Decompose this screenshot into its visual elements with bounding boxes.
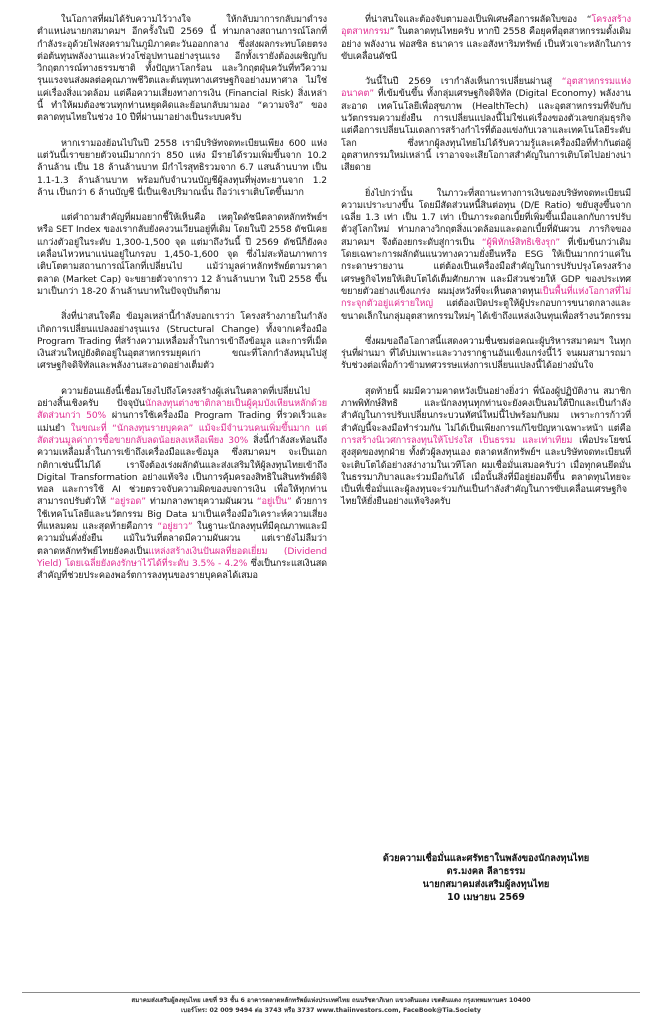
body-text: ซึ่งเป็นกระแสเงินสดสำคัญที่ช่วยประคองพอร์ตการลงทุนของรายบุคคลได้เสมอ xyxy=(37,558,327,582)
body-text: วันนี้ในปี 2569 เรากำลังเห็นการเปลี่ยนผ่านสู่ xyxy=(365,77,562,88)
signer-name: ดร.มงคล ลีลาธรรม xyxy=(446,866,526,877)
body-text: ที่เข้มข้นขึ้น ทั้งกลุ่มเศรษฐกิจดิจิทัล (Digital Economy) พลังงานสะอาด เทคโนโลยีเพื่อสุขภาพ (HealthTech) และอุตสาหกรรมที่จับกับนวัตกรรมความยั่งยืน การเปลี่ยนแปลงนี้ไม่ใช่แค่เรื่องของตัวเลขกลุ่มธุรกิจ แต่คือการเปลี่ยนโมเดลการสร้างกำไรที่ต้องแข่งกับเวลาและเทคโนโลยีระดับโลก ซึ่งหากผู้ลงทุนไทยไม่ได้รับความรู้และเครื่องมือที่ทำกันต่อผู้อุตสาหกรรมใหม่เหล่านี้ เราอาจจะเสียโอกาสสำคัญในการเติบโตไปอย่างน่าเสียดาย xyxy=(341,89,631,174)
body-text: ในโอกาสที่ผมได้รับความไว้วางใจ ให้กลับมาการกลับมาดำรงตำแหน่งนายกสมาคมฯ อีกครั้งในปี 2569 นี้ ท่ามกลางสถานการณ์โลกที่กำลังระอุด้วยไฟสงครามในภูมิภาคตะวันออกกลาง ซึ่งส่งผลกระทบโดยตรงต่อต้นทุนพลังงานและห่วงโซ่อุปทานอย่างรุนแรง อีกทั้งเรายังต้องเผชิญกับวิกฤตการณ์ทางธรรมชาติ ทั้งปัญหาโลกร้อน และวิกฤตฝุ่นควันที่ทวีความรุนแรงจนส่งผลต่อคุณภาพชีวิตและต้นทุนทางเศรษฐกิจอย่างมหาศาล ไม่ใช่แค่เรื่องสิ่งแวดล้อม แต่คือความเสี่ยงทางการเงิน (Financial Risk) สิ่งเหล่านี้ ทำให้ผมต้องชวนทุกท่านหยุดคิดและย้อนกลับมามอง “ความจริง” ของตลาดทุนไทยในช่วง 10 ปีที่ผ่านมาอย่างเป็นระบบครับ xyxy=(37,15,327,124)
highlighted-text: แหล่งสร้างเงินปันผลที่ยอดเยี่ยม (Dividend Yield) โดยเฉลี่ยยังคงรักษาไว้ได้ที่ระดับ 3.5% - 4.2% xyxy=(37,546,327,569)
footer-contact: เบอร์โทร: 02 009 9494 ต่อ 3743 หรือ 3737 www.thaiinvestors.com, FaceBook@Tia.Society xyxy=(181,1007,481,1014)
paragraph-p10 xyxy=(341,386,631,509)
paragraph-p6 xyxy=(341,14,631,63)
body-text: ที่น่าสนใจและต้องจับตามองเป็นพิเศษคือการผลัดใบของ “ xyxy=(365,15,592,25)
footer-address: สมาคมส่งเสริมผู้ลงทุนไทย เลขที่ 93 ชั้น 6 อาคารตลาดหลักทรัพย์แห่งประเทศไทย ถนนรัชดาภิเษก แขวงดินแดง เขตดินแดง กรุงเทพมหานคร 10400 xyxy=(131,997,531,1004)
paragraph-p4 xyxy=(37,311,327,372)
paragraph-p9 xyxy=(341,336,631,373)
closing-line: ด้วยความเชื่อมั่นและศรัทธาในพลังของนักลงทุนไทย xyxy=(382,853,590,864)
body-text: ด้วยการใช้เทคโนโลยีและนวัตกรรม Big Data มาเป็นเครื่องมือวิเคราะห์ความเสี่ยงที่แหลมคม และสุดท้ายคือการ xyxy=(37,497,327,532)
body-text: ผ่านการใช้เครื่องมือ Program Trading ที่รวดเร็วและแม่นยำ xyxy=(37,411,327,434)
paragraph-p1 xyxy=(37,14,327,125)
paragraph-p5 xyxy=(37,386,327,583)
body-text: สุดท้ายนี้ ผมมีความคาดหวังเป็นอย่างยิ่งว่า พี่น้องผู้ปฏิบัติงาน สมาชิกภาพพิทักษ์สิทธิ และนักลงทุนทุกท่านจะยังคงเป็นลมใต้ปีกและเป็นกำลังสำคัญในการปรับเปลี่ยนกระบวนทัศน์ใหม่นี้ไปพร้อมกับผม เพราะการก้าวที่สำคัญนี้จะลงมือทำร่วมกัน ไม่ได้เป็นเพียงการแก้ไขปัญหาเฉพาะหน้า แต่คือ xyxy=(341,386,631,434)
footer xyxy=(0,996,662,1016)
highlighted-text: “อยู่ยาว” xyxy=(157,521,193,532)
highlighted-text: การสร้างนิเวศการลงทุนให้โปร่งใส เป็นธรรม และเท่าเทียม xyxy=(341,435,573,446)
body-text: ” ในตลาดทุนไทยครับ หากปี 2558 คือยุคที่อุตสาหกรรมดั้งเดิมอย่าง พลังงาน ฟอสซิล ธนาคาร และอสังหาริมทรัพย์ เป็นหัวเจาะหลักในการขับเคลื่อนดัชนี xyxy=(341,27,631,62)
body-text: ในฐานะนักลงทุนที่มีคุณภาพและมีความมั่นคั่งยั่งยืน แม้ในวันที่ตลาดมีความผันผวน แต่เรายังไม่ลืมว่าตลาดหลักทรัพย์ไทยยังคงเป็น xyxy=(37,521,327,557)
footer-divider xyxy=(22,992,640,993)
highlighted-text: “อุตสาหกรรมแห่งอนาคต” xyxy=(341,77,631,100)
body-text: สิ่งที่น่าสนใจคือ ข้อมูลเหล่านี้กำลังบอกเราว่า โครงสร้างภายในกำลังเกิดการเปลี่ยนแปลงอย่างรุนแรง (Structural Change) ทั้งจากเครื่องมือ Program Trading ที่สร้างความเหลื่อมล้ำในการเข้าถึงข้อมูล และการที่เม็ดเงินส่วนใหญ่ยังติดอยู่ในอุตสาหกรรมยุคเก่า ขณะที่โลกกำลังหมุนไปสู่เศรษฐกิจดิจิทัลและพลังงานสะอาดอย่างเต็มตัว xyxy=(37,312,327,372)
highlighted-text: นักลงทุนต่างชาติกลายเป็นผู้คุมบังเหียนหลักด้วยสัดส่วนกว่า 50% xyxy=(37,399,327,422)
body-text: ซึ่งผมขอถือโอกาสนี้แสดงความชื่นชมต่อคณะผู้บริหารสมาคมฯ ในทุกรุ่นที่ผ่านมา ที่ได้บ่มเพาะและวางรากฐานอันแข็งแกร่งนี้ไว้ จนผมสามารถมารับช่วงต่อเพื่อก้าวข้ามทศวรรษแห่งการเปลี่ยนแปลงนี้ได้อย่างมั่นใจ xyxy=(341,336,631,372)
signature-block xyxy=(341,852,631,904)
body-text: ที่เข้มข้นกว่าเดิม โดยเฉพาะการผลักดันแนวทางความยั่งยืนหรือ ESG ให้เป็นมากกว่าแค่ในกระดาษรายงาน แต่ต้องเป็นเครื่องมือสำคัญในการปรับปรุงโครงสร้างเศรษฐกิจไทยให้เติบโตได้เต็มศักยภาพ และมีส่วนช่วยให้ GDP ของประเทศขยายตัวอย่างแข็งแกร่ง ผมมุ่งหวังที่จะเห็นตลาดทุน xyxy=(341,237,632,297)
body-text: ยิ่งไปกว่านั้น ในภาวะที่สถานะทางการเงินของบริษัทจดทะเบียนมีความเปราะบางขึ้น โดยมีสัดส่วนหนี้สินต่อทุน (D/E Ratio) ขยับสูงขึ้นจากเฉลี่ย 1.3 เท่า เป็น 1.7 เท่า เป็นภาระดอกเบี้ยที่เพิ่มขึ้นเมื่อแลกกับการปรับตัวสู่โลกใหม่ ท่ามกลางวิกฤตสิ่งแวดล้อมและดอกเบี้ยที่ผันผวน ภารกิจของสมาคมฯ จึงต้องยกระดับสู่การเป็น xyxy=(341,188,631,248)
body-text: แต่คำถามสำคัญที่ผมอยากชี้ให้เห็นคือ เหตุใดดัชนีตลาดหลักทรัพย์ฯ หรือ SET Index ของเรากลับยังคงวนเวียนอยู่ที่เดิม โดยในปี 2558 ดัชนีเคยแกว่งตัวอยู่ในระดับ 1,300-1,500 จุด แต่มาถึงวันนี้ ปี 2569 ดัชนีก็ยังคงเคลื่อนไหวหนาแน่นอยู่ในกรอบ 1,450-1,600 จุด ซึ่งไม่สะท้อนภาพการเติบโตตามสถานการณ์โลกที่เปลี่ยนไป แม้ว่ามูลค่าหลักทรัพย์ตามราคาตลาด (Market Cap) จะขยายตัวจากราว 12 ล้านล้านบาท ในปี 2558 ขึ้นมาเป็นกว่า 18-20 ล้านล้านบาทในปัจจุบันก็ตาม xyxy=(37,213,327,297)
paragraph-p8 xyxy=(341,188,631,323)
body-text: ท่ามกลางพายุความผันผวน xyxy=(145,497,257,508)
right-column xyxy=(341,14,631,522)
paragraph-p7 xyxy=(341,76,631,174)
body-text: แต่ต้องเปิดประตูให้ผู้ประกอบการขนาดกลางและขนาดเล็กในกลุ่มอุตสาหกรรมใหม่ๆ ได้เข้าถึงแหล่งเงินทุนเพื่อสร้างนวัตกรรม xyxy=(341,299,632,322)
highlighted-text: โครงสร้างอุตสาหกรรม xyxy=(341,15,631,38)
body-text: สิ่งนี้กำลังสะท้อนถึงความเหลื่อมล้ำในการเข้าถึงเครื่องมือและข้อมูล ซึ่งสมาคมฯ จะเป็นเอกกติกาเช่นนี้ไม่ได้ เราจึงต้องเร่งผลักดันและส่งเสริมให้ผู้ลงทุนไทยเข้าถึง Digital Transformation อย่างแท้จริง เป็นการคุ้มครองสิทธิในสินทรัพย์ดิจิทอล และการใช้ AI ช่วยตรวจจับความผิดของบจการเงิน เพื่อให้ทุกท่านสามารถปรับตัวให้ xyxy=(37,435,327,508)
signer-title: นายกสมาคมส่งเสริมผู้ลงทุนไทย xyxy=(422,879,550,890)
left-column xyxy=(37,14,327,595)
highlighted-text: “ผู้พิทักษ์สิทธิเชิงรุก” xyxy=(481,237,561,248)
paragraph-p3 xyxy=(37,212,327,298)
body-text: ความย้อนแย้งนี้เชื่อมโยงไปถึงโครงสร้างผู้เล่นในตลาดที่เปลี่ยนไปอย่างสิ้นเชิงครับ ปัจจุบัน xyxy=(37,386,310,410)
highlighted-text: “อยู่รอด” xyxy=(109,497,146,508)
paragraph-p2 xyxy=(37,138,327,199)
highlighted-text: ในขณะที่ “นักลงทุนรายบุคคล” แม้จะมีจำนวนคนเพิ่มขึ้นมาก แต่สัดส่วนมูลค่าการซื้อขายกลับลดน้อยลงเหลือเพียง 30% xyxy=(37,423,327,446)
body-text: หากเรามองย้อนไปในปี 2558 เรามีบริษัทจดทะเบียนเพียง 600 แห่ง แต่วันนี้เราขยายตัวจนมีมากกว่า 850 แห่ง มีรายได้รวมเพิ่มขึ้นจาก 10.2 ล้านล้าน เป็น 18 ล้านล้านบาท มีกำไรสุทธิรวมจาก 6.7 แสนล้านบาท เป็น 1.1-1.3 ล้านล้านบาท พร้อมกับจำนวนบัญชีผู้ลงทุนที่พุ่งทะยานจาก 1.2 ล้าน เป็นกว่า 6 ล้านบัญชี นี่เป็นเชิงปริมาณนั้น ถือว่าเราเติบโตขึ้นมาก xyxy=(37,138,327,198)
body-text: เพื่อประโยชน์สูงสุดของทุกฝ่าย ทั้งตัวผู้ลงทุนเอง ตลาดหลักทรัพย์ฯ และบริษัทจดทะเบียนที่จะเติบโตได้อย่างสง่างามในเวทีโลก ผมเชื่อมั่นเสมอครับว่า เมื่อทุกคนยึดมั่นในธรรมาภิบาลและร่วมมือกันได้ เมื่อนั้นสิ่งที่มีอยู่ย่อมดีขึ้น ตลาดทุนไทยจะเป็นที่เชื่อมั่นและผู้ลงทุนจะร่วมกันเป็นกำลังสำคัญในการขับเคลื่อนเศรษฐกิจไทยให้ยั่งยืนอย่างแท้จริงครับ xyxy=(341,435,631,508)
highlighted-text: “อยู่เป็น” xyxy=(256,497,292,508)
signature-date: 10 เมษายน 2569 xyxy=(447,892,525,903)
highlighted-text: เป็นพื้นที่แห่งโอกาสที่ไม่กระจุกตัวอยู่แค่รายใหญ่ xyxy=(341,286,631,310)
